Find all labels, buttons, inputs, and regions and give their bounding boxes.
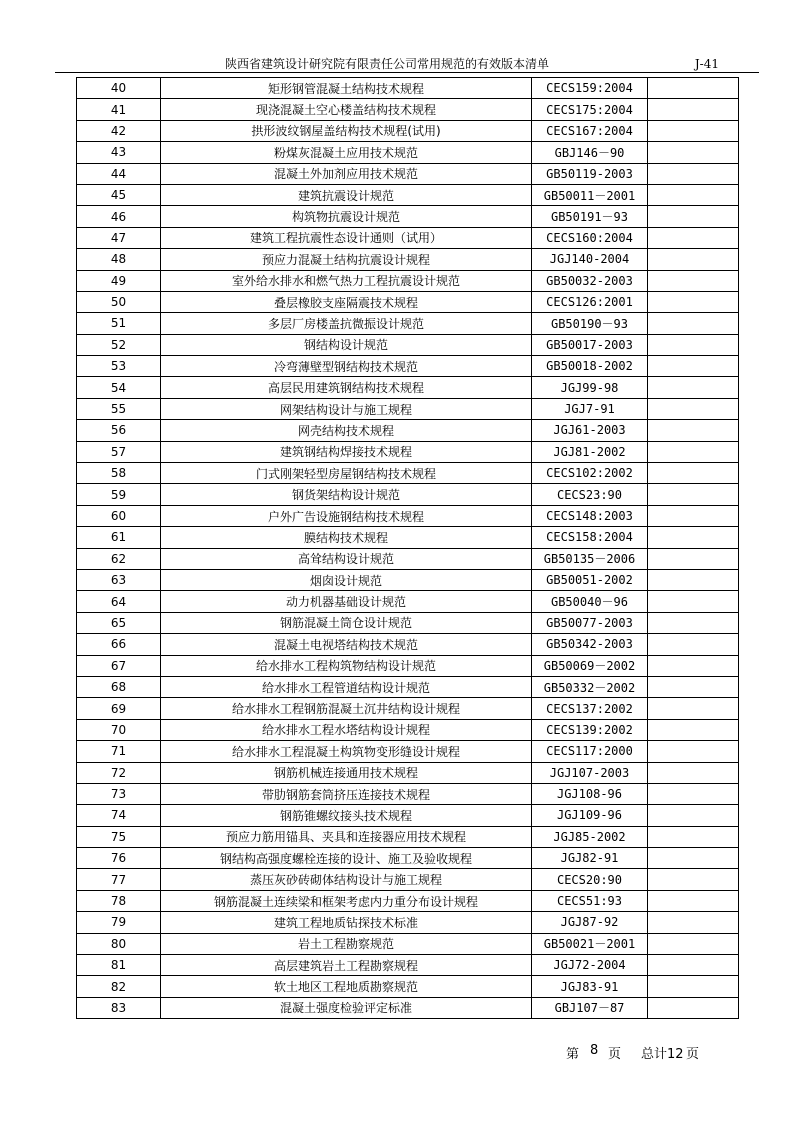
standard-code: CECS102:2002 <box>532 463 648 484</box>
standard-code: CECS20:90 <box>532 869 648 890</box>
standard-name: 预应力混凝土结构抗震设计规程 <box>161 249 532 270</box>
remarks-cell <box>648 527 739 548</box>
remarks-cell <box>648 676 739 697</box>
remarks-cell <box>648 933 739 954</box>
row-number: 46 <box>77 206 161 227</box>
standard-code: GB50018-2002 <box>532 356 648 377</box>
row-number: 42 <box>77 120 161 141</box>
standard-name: 冷弯薄壁型钢结构技术规范 <box>161 356 532 377</box>
remarks-cell <box>648 120 739 141</box>
table-row <box>77 783 739 804</box>
table-row <box>77 441 739 462</box>
total-pages-prefix: 总计12 <box>641 1047 684 1062</box>
row-number: 69 <box>77 698 161 719</box>
table-row <box>77 591 739 612</box>
row-number: 71 <box>77 741 161 762</box>
standard-code: GB50190－93 <box>532 313 648 334</box>
standard-name: 网架结构设计与施工规程 <box>161 398 532 419</box>
remarks-cell <box>648 163 739 184</box>
table-row <box>77 826 739 847</box>
row-number: 73 <box>77 783 161 804</box>
table-row <box>77 762 739 783</box>
remarks-cell <box>648 805 739 826</box>
standard-code: CECS51:93 <box>532 890 648 911</box>
remarks-cell <box>648 463 739 484</box>
standard-name: 软土地区工程地质勘察规范 <box>161 976 532 997</box>
standard-name: 构筑物抗震设计规范 <box>161 206 532 227</box>
table-row <box>77 270 739 291</box>
standard-code: CECS137:2002 <box>532 698 648 719</box>
page-prefix: 第 <box>566 1047 580 1062</box>
remarks-cell <box>648 548 739 569</box>
row-number: 50 <box>77 291 161 312</box>
standard-name: 建筑工程抗震性态设计通则（试用） <box>161 227 532 248</box>
row-number: 81 <box>77 955 161 976</box>
standard-name: 矩形钢管混凝土结构技术规程 <box>161 78 532 99</box>
standard-name: 岩土工程勘察规范 <box>161 933 532 954</box>
remarks-cell <box>648 398 739 419</box>
table-row <box>77 997 739 1018</box>
standard-code: CECS148:2003 <box>532 505 648 526</box>
standard-code: JGJ108-96 <box>532 783 648 804</box>
table-row <box>77 848 739 869</box>
standard-code: JGJ140-2004 <box>532 249 648 270</box>
row-number: 41 <box>77 99 161 120</box>
standard-code: GB50017-2003 <box>532 334 648 355</box>
total-pages-suffix: 页 <box>686 1047 700 1062</box>
remarks-cell <box>648 249 739 270</box>
table-row <box>77 976 739 997</box>
table-row <box>77 890 739 911</box>
row-number: 51 <box>77 313 161 334</box>
remarks-cell <box>648 270 739 291</box>
standard-name: 高层建筑岩土工程勘察规程 <box>161 955 532 976</box>
standard-code: GB50077-2003 <box>532 612 648 633</box>
remarks-cell <box>648 78 739 99</box>
standard-name: 粉煤灰混凝土应用技术规范 <box>161 142 532 163</box>
standard-code: GB50119-2003 <box>532 163 648 184</box>
standard-name: 混凝土外加剂应用技术规范 <box>161 163 532 184</box>
standard-name: 给水排水工程构筑物结构设计规范 <box>161 655 532 676</box>
table-row <box>77 99 739 120</box>
remarks-cell <box>648 313 739 334</box>
standard-name: 门式刚架轻型房屋钢结构技术规程 <box>161 463 532 484</box>
table-row <box>77 227 739 248</box>
remarks-cell <box>648 826 739 847</box>
standard-name: 钢筋锥螺纹接头技术规程 <box>161 805 532 826</box>
remarks-cell <box>648 441 739 462</box>
table-row <box>77 933 739 954</box>
standard-name: 现浇混凝土空心楼盖结构技术规程 <box>161 99 532 120</box>
document-code: J-41 <box>694 57 719 71</box>
standard-name: 给水排水工程管道结构设计规范 <box>161 676 532 697</box>
standard-code: CECS175:2004 <box>532 99 648 120</box>
standard-code: GB50332－2002 <box>532 676 648 697</box>
table-row <box>77 142 739 163</box>
standard-name: 拱形波纹钢屋盖结构技术规程(试用) <box>161 120 532 141</box>
page-suffix: 页 <box>608 1047 622 1062</box>
table-row <box>77 634 739 655</box>
table-row <box>77 78 739 99</box>
remarks-cell <box>648 698 739 719</box>
table-row <box>77 313 739 334</box>
table-row <box>77 698 739 719</box>
row-number: 40 <box>77 78 161 99</box>
row-number: 59 <box>77 484 161 505</box>
standard-name: 户外广告设施钢结构技术规程 <box>161 505 532 526</box>
row-number: 61 <box>77 527 161 548</box>
row-number: 79 <box>77 912 161 933</box>
remarks-cell <box>648 612 739 633</box>
standards-table-body <box>77 78 739 1019</box>
remarks-cell <box>648 291 739 312</box>
standard-code: GB50021－2001 <box>532 933 648 954</box>
table-row <box>77 484 739 505</box>
standard-name: 多层厂房楼盖抗微振设计规范 <box>161 313 532 334</box>
table-row <box>77 741 739 762</box>
row-number: 70 <box>77 719 161 740</box>
remarks-cell <box>648 848 739 869</box>
standard-code: JGJ61-2003 <box>532 420 648 441</box>
row-number: 76 <box>77 848 161 869</box>
standard-code: GB50051-2002 <box>532 569 648 590</box>
remarks-cell <box>648 976 739 997</box>
standard-code: CECS159:2004 <box>532 78 648 99</box>
table-row <box>77 548 739 569</box>
row-number: 49 <box>77 270 161 291</box>
standard-name: 高层民用建筑钢结构技术规程 <box>161 377 532 398</box>
row-number: 65 <box>77 612 161 633</box>
table-row <box>77 356 739 377</box>
row-number: 53 <box>77 356 161 377</box>
standard-code: JGJ85-2002 <box>532 826 648 847</box>
row-number: 83 <box>77 997 161 1018</box>
remarks-cell <box>648 142 739 163</box>
standard-name: 预应力筋用锚具、夹具和连接器应用技术规程 <box>161 826 532 847</box>
standard-name: 给水排水工程水塔结构设计规程 <box>161 719 532 740</box>
remarks-cell <box>648 484 739 505</box>
row-number: 72 <box>77 762 161 783</box>
remarks-cell <box>648 655 739 676</box>
standards-table <box>76 77 739 1019</box>
standard-code: GB50069－2002 <box>532 655 648 676</box>
table-row <box>77 719 739 740</box>
standard-name: 钢货架结构设计规范 <box>161 484 532 505</box>
remarks-cell <box>648 206 739 227</box>
row-number: 67 <box>77 655 161 676</box>
table-row <box>77 676 739 697</box>
row-number: 78 <box>77 890 161 911</box>
row-number: 47 <box>77 227 161 248</box>
row-number: 54 <box>77 377 161 398</box>
row-number: 56 <box>77 420 161 441</box>
standard-name: 混凝土电视塔结构技术规范 <box>161 634 532 655</box>
table-row <box>77 120 739 141</box>
standard-name: 建筑钢结构焊接技术规程 <box>161 441 532 462</box>
remarks-cell <box>648 719 739 740</box>
standard-name: 网壳结构技术规程 <box>161 420 532 441</box>
row-number: 60 <box>77 505 161 526</box>
standard-name: 高耸结构设计规范 <box>161 548 532 569</box>
table-row <box>77 420 739 441</box>
standard-name: 钢筋机械连接通用技术规程 <box>161 762 532 783</box>
standard-name: 叠层橡胶支座隔震技术规程 <box>161 291 532 312</box>
standard-name: 给水排水工程混凝土构筑物变形缝设计规程 <box>161 741 532 762</box>
standard-code: JGJ99-98 <box>532 377 648 398</box>
standard-code: GB50135－2006 <box>532 548 648 569</box>
remarks-cell <box>648 99 739 120</box>
standard-code: JGJ109-96 <box>532 805 648 826</box>
row-number: 64 <box>77 591 161 612</box>
table-row <box>77 377 739 398</box>
remarks-cell <box>648 184 739 205</box>
row-number: 52 <box>77 334 161 355</box>
standard-code: GB50191－93 <box>532 206 648 227</box>
standard-code: GB50040－96 <box>532 591 648 612</box>
standard-code: CECS117:2000 <box>532 741 648 762</box>
remarks-cell <box>648 912 739 933</box>
row-number: 57 <box>77 441 161 462</box>
table-row <box>77 249 739 270</box>
standard-name: 钢筋混凝土连续梁和框架考虑内力重分布设计规程 <box>161 890 532 911</box>
row-number: 62 <box>77 548 161 569</box>
remarks-cell <box>648 505 739 526</box>
standard-name: 蒸压灰砂砖砌体结构设计与施工规程 <box>161 869 532 890</box>
standard-code: JGJ83-91 <box>532 976 648 997</box>
standard-code: GB50032-2003 <box>532 270 648 291</box>
table-row <box>77 184 739 205</box>
remarks-cell <box>648 591 739 612</box>
page-number: 8 <box>590 1043 599 1058</box>
document-title: 陕西省建筑设计研究院有限责任公司常用规范的有效版本清单 <box>225 57 550 71</box>
remarks-cell <box>648 377 739 398</box>
table-row <box>77 912 739 933</box>
standard-code: GBJ107－87 <box>532 997 648 1018</box>
remarks-cell <box>648 420 739 441</box>
standard-code: JGJ72-2004 <box>532 955 648 976</box>
remarks-cell <box>648 356 739 377</box>
table-row <box>77 869 739 890</box>
page-header <box>55 58 759 73</box>
remarks-cell <box>648 997 739 1018</box>
standard-name: 钢筋混凝土筒仓设计规范 <box>161 612 532 633</box>
standard-name: 动力机器基础设计规范 <box>161 591 532 612</box>
standard-name: 膜结构技术规程 <box>161 527 532 548</box>
remarks-cell <box>648 955 739 976</box>
row-number: 44 <box>77 163 161 184</box>
remarks-cell <box>648 869 739 890</box>
page-footer <box>0 1043 794 1062</box>
row-number: 82 <box>77 976 161 997</box>
standard-name: 钢结构设计规范 <box>161 334 532 355</box>
table-row <box>77 527 739 548</box>
standard-name: 混凝土强度检验评定标准 <box>161 997 532 1018</box>
row-number: 75 <box>77 826 161 847</box>
standard-code: CECS167:2004 <box>532 120 648 141</box>
standard-name: 建筑抗震设计规范 <box>161 184 532 205</box>
remarks-cell <box>648 890 739 911</box>
standard-code: JGJ7-91 <box>532 398 648 419</box>
standard-name: 给水排水工程钢筋混凝土沉井结构设计规程 <box>161 698 532 719</box>
remarks-cell <box>648 634 739 655</box>
standard-name: 室外给水排水和燃气热力工程抗震设计规范 <box>161 270 532 291</box>
table-row <box>77 334 739 355</box>
standard-code: CECS139:2002 <box>532 719 648 740</box>
standard-name: 建筑工程地质钻探技术标准 <box>161 912 532 933</box>
remarks-cell <box>648 569 739 590</box>
standard-code: JGJ81-2002 <box>532 441 648 462</box>
row-number: 43 <box>77 142 161 163</box>
table-row <box>77 612 739 633</box>
table-row <box>77 569 739 590</box>
standard-code: JGJ107-2003 <box>532 762 648 783</box>
standard-code: CECS23:90 <box>532 484 648 505</box>
standard-code: GB50342-2003 <box>532 634 648 655</box>
row-number: 55 <box>77 398 161 419</box>
remarks-cell <box>648 227 739 248</box>
row-number: 66 <box>77 634 161 655</box>
standard-code: JGJ87-92 <box>532 912 648 933</box>
standard-name: 钢结构高强度螺栓连接的设计、施工及验收规程 <box>161 848 532 869</box>
row-number: 77 <box>77 869 161 890</box>
row-number: 80 <box>77 933 161 954</box>
table-row <box>77 505 739 526</box>
table-row <box>77 463 739 484</box>
table-row <box>77 805 739 826</box>
table-row <box>77 955 739 976</box>
standard-code: CECS126:2001 <box>532 291 648 312</box>
row-number: 45 <box>77 184 161 205</box>
table-row <box>77 291 739 312</box>
row-number: 63 <box>77 569 161 590</box>
standard-name: 烟囱设计规范 <box>161 569 532 590</box>
row-number: 68 <box>77 676 161 697</box>
table-row <box>77 163 739 184</box>
standard-code: CECS160:2004 <box>532 227 648 248</box>
standard-code: CECS158:2004 <box>532 527 648 548</box>
remarks-cell <box>648 762 739 783</box>
remarks-cell <box>648 741 739 762</box>
remarks-cell <box>648 783 739 804</box>
row-number: 48 <box>77 249 161 270</box>
standard-code: GB50011－2001 <box>532 184 648 205</box>
table-row <box>77 655 739 676</box>
table-row <box>77 206 739 227</box>
row-number: 74 <box>77 805 161 826</box>
standard-code: GBJ146－90 <box>532 142 648 163</box>
remarks-cell <box>648 334 739 355</box>
row-number: 58 <box>77 463 161 484</box>
standard-name: 带肋钢筋套筒挤压连接技术规程 <box>161 783 532 804</box>
table-row <box>77 398 739 419</box>
standard-code: JGJ82-91 <box>532 848 648 869</box>
